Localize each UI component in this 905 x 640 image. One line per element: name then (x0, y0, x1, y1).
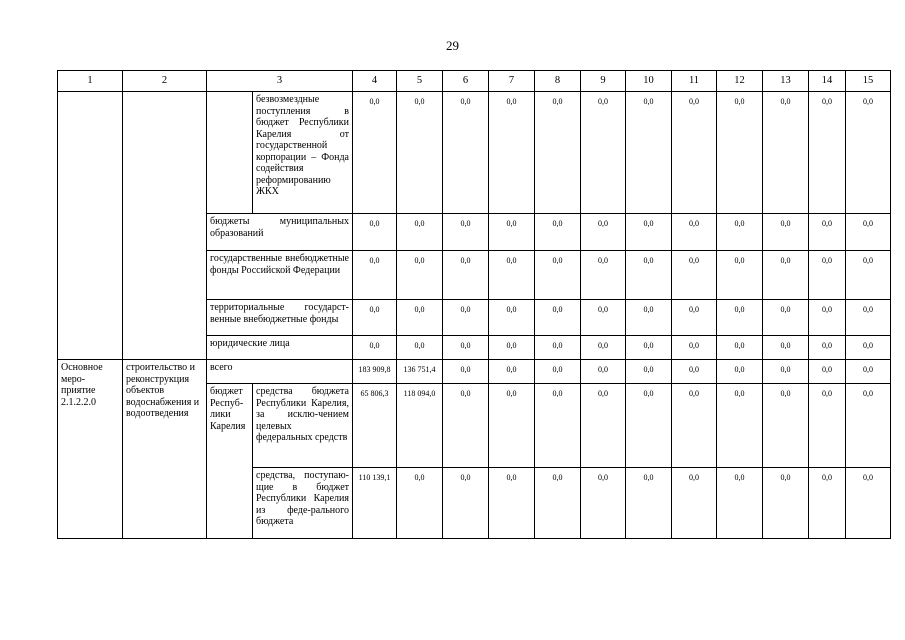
value-cell: 0,0 (717, 214, 763, 251)
value-cell: 0,0 (397, 300, 443, 336)
header-cell: 13 (763, 71, 809, 92)
value-cell: 0,0 (489, 336, 535, 360)
value-cell: 0,0 (809, 251, 846, 300)
value-cell: 0,0 (353, 300, 397, 336)
value-cell: 110 139,1 (353, 468, 397, 539)
header-cell: 12 (717, 71, 763, 92)
cell-col2-empty (123, 92, 207, 360)
value-cell: 0,0 (809, 384, 846, 468)
value-cell: 0,0 (535, 468, 581, 539)
value-cell: 0,0 (353, 214, 397, 251)
value-cell: 0,0 (626, 360, 672, 384)
value-cell: 0,0 (846, 92, 891, 214)
value-cell: 0,0 (353, 92, 397, 214)
value-cell: 0,0 (626, 384, 672, 468)
value-cell: 0,0 (535, 336, 581, 360)
table-row (58, 360, 891, 384)
budget-table (57, 70, 891, 539)
value-cell: 0,0 (626, 251, 672, 300)
value-cell: 0,0 (626, 300, 672, 336)
value-cell: 0,0 (581, 336, 626, 360)
value-cell: 0,0 (489, 468, 535, 539)
value-cell: 0,0 (489, 251, 535, 300)
header-cell: 5 (397, 71, 443, 92)
value-cell: 0,0 (489, 214, 535, 251)
row-label: средства бюджета Республики Карелия, за исклю-чением целевых федеральных средств (253, 384, 353, 468)
value-cell: 0,0 (443, 336, 489, 360)
value-cell: 0,0 (581, 384, 626, 468)
header-cell: 1 (58, 71, 123, 92)
value-cell: 0,0 (846, 336, 891, 360)
value-cell: 0,0 (581, 468, 626, 539)
value-cell: 0,0 (581, 300, 626, 336)
value-cell: 0,0 (717, 384, 763, 468)
row-label: юридические лица (207, 336, 353, 360)
row-label: бюджеты муниципальных образований (207, 214, 353, 251)
value-cell: 0,0 (763, 251, 809, 300)
value-cell: 0,0 (717, 336, 763, 360)
header-cell: 10 (626, 71, 672, 92)
measure-code: Основное меро-приятие 2.1.2.2.0 (58, 360, 123, 539)
value-cell: 0,0 (763, 336, 809, 360)
value-cell: 0,0 (581, 92, 626, 214)
value-cell: 0,0 (846, 468, 891, 539)
value-cell: 0,0 (397, 468, 443, 539)
value-cell: 0,0 (672, 251, 717, 300)
value-cell: 0,0 (717, 300, 763, 336)
row-label: безвозмездные поступления в бюджет Республики Карелия от государственной корпорации – Фонда содействия реформированию ЖКХ (253, 92, 353, 214)
value-cell: 0,0 (626, 92, 672, 214)
value-cell: 0,0 (763, 360, 809, 384)
value-cell: 0,0 (443, 92, 489, 214)
value-cell: 0,0 (809, 468, 846, 539)
row-label: средства, поступаю-щие в бюджет Республики Карелия из феде-рального бюджета (253, 468, 353, 539)
value-cell: 0,0 (809, 214, 846, 251)
value-cell: 0,0 (672, 360, 717, 384)
value-cell: 0,0 (809, 92, 846, 214)
cell-col3a-empty (207, 92, 253, 214)
header-cell: 2 (123, 71, 207, 92)
value-cell: 0,0 (397, 251, 443, 300)
value-cell: 0,0 (846, 251, 891, 300)
value-cell: 0,0 (581, 360, 626, 384)
value-cell: 0,0 (489, 300, 535, 336)
header-cell: 6 (443, 71, 489, 92)
value-cell: 0,0 (717, 251, 763, 300)
value-cell: 0,0 (443, 300, 489, 336)
measure-description: строительство и реконструкция объектов водоснабжения и водоотведения (123, 360, 207, 539)
value-cell: 0,0 (846, 214, 891, 251)
value-cell: 0,0 (489, 360, 535, 384)
header-cell: 9 (581, 71, 626, 92)
value-cell: 0,0 (489, 92, 535, 214)
value-cell: 118 094,0 (397, 384, 443, 468)
value-cell: 0,0 (535, 300, 581, 336)
value-cell: 0,0 (846, 384, 891, 468)
value-cell: 0,0 (717, 468, 763, 539)
page-number: 29 (446, 38, 459, 53)
value-cell: 0,0 (809, 360, 846, 384)
value-cell: 0,0 (489, 384, 535, 468)
value-cell: 0,0 (443, 468, 489, 539)
value-cell: 0,0 (353, 251, 397, 300)
value-cell: 0,0 (763, 384, 809, 468)
cell-col1-empty (58, 92, 123, 360)
value-cell: 0,0 (717, 92, 763, 214)
row-label: территориальные государст-венные внебюджетные фонды (207, 300, 353, 336)
budget-subgroup: бюджет Респуб-лики Карелия (207, 384, 253, 539)
value-cell: 183 909,8 (353, 360, 397, 384)
value-cell: 0,0 (535, 214, 581, 251)
value-cell: 0,0 (535, 251, 581, 300)
value-cell: 0,0 (763, 92, 809, 214)
value-cell: 0,0 (672, 92, 717, 214)
value-cell: 0,0 (397, 92, 443, 214)
value-cell: 0,0 (763, 300, 809, 336)
value-cell: 0,0 (809, 336, 846, 360)
value-cell: 0,0 (443, 360, 489, 384)
value-cell: 0,0 (581, 251, 626, 300)
header-cell: 14 (809, 71, 846, 92)
value-cell: 0,0 (397, 336, 443, 360)
value-cell: 0,0 (763, 468, 809, 539)
value-cell: 0,0 (626, 214, 672, 251)
value-cell: 0,0 (443, 214, 489, 251)
header-cell: 7 (489, 71, 535, 92)
value-cell: 0,0 (397, 214, 443, 251)
value-cell: 0,0 (535, 360, 581, 384)
value-cell: 0,0 (672, 468, 717, 539)
value-cell: 136 751,4 (397, 360, 443, 384)
value-cell: 0,0 (672, 300, 717, 336)
header-cell: 11 (672, 71, 717, 92)
header-row (58, 71, 891, 92)
value-cell: 0,0 (763, 214, 809, 251)
header-cell: 8 (535, 71, 581, 92)
row-label: всего (207, 360, 353, 384)
value-cell: 0,0 (626, 468, 672, 539)
table-row (58, 92, 891, 214)
row-label: государственные внебюджетные фонды Российской Федерации (207, 251, 353, 300)
value-cell: 0,0 (353, 336, 397, 360)
value-cell: 0,0 (717, 360, 763, 384)
header-cell: 4 (353, 71, 397, 92)
value-cell: 0,0 (581, 214, 626, 251)
value-cell: 0,0 (443, 251, 489, 300)
value-cell: 0,0 (672, 214, 717, 251)
value-cell: 0,0 (535, 384, 581, 468)
value-cell: 0,0 (809, 300, 846, 336)
value-cell: 0,0 (535, 92, 581, 214)
value-cell: 0,0 (846, 300, 891, 336)
value-cell: 0,0 (626, 336, 672, 360)
header-cell: 15 (846, 71, 891, 92)
value-cell: 0,0 (846, 360, 891, 384)
value-cell: 0,0 (672, 384, 717, 468)
value-cell: 0,0 (672, 336, 717, 360)
value-cell: 0,0 (443, 384, 489, 468)
value-cell: 65 806,3 (353, 384, 397, 468)
header-cell: 3 (207, 71, 353, 92)
